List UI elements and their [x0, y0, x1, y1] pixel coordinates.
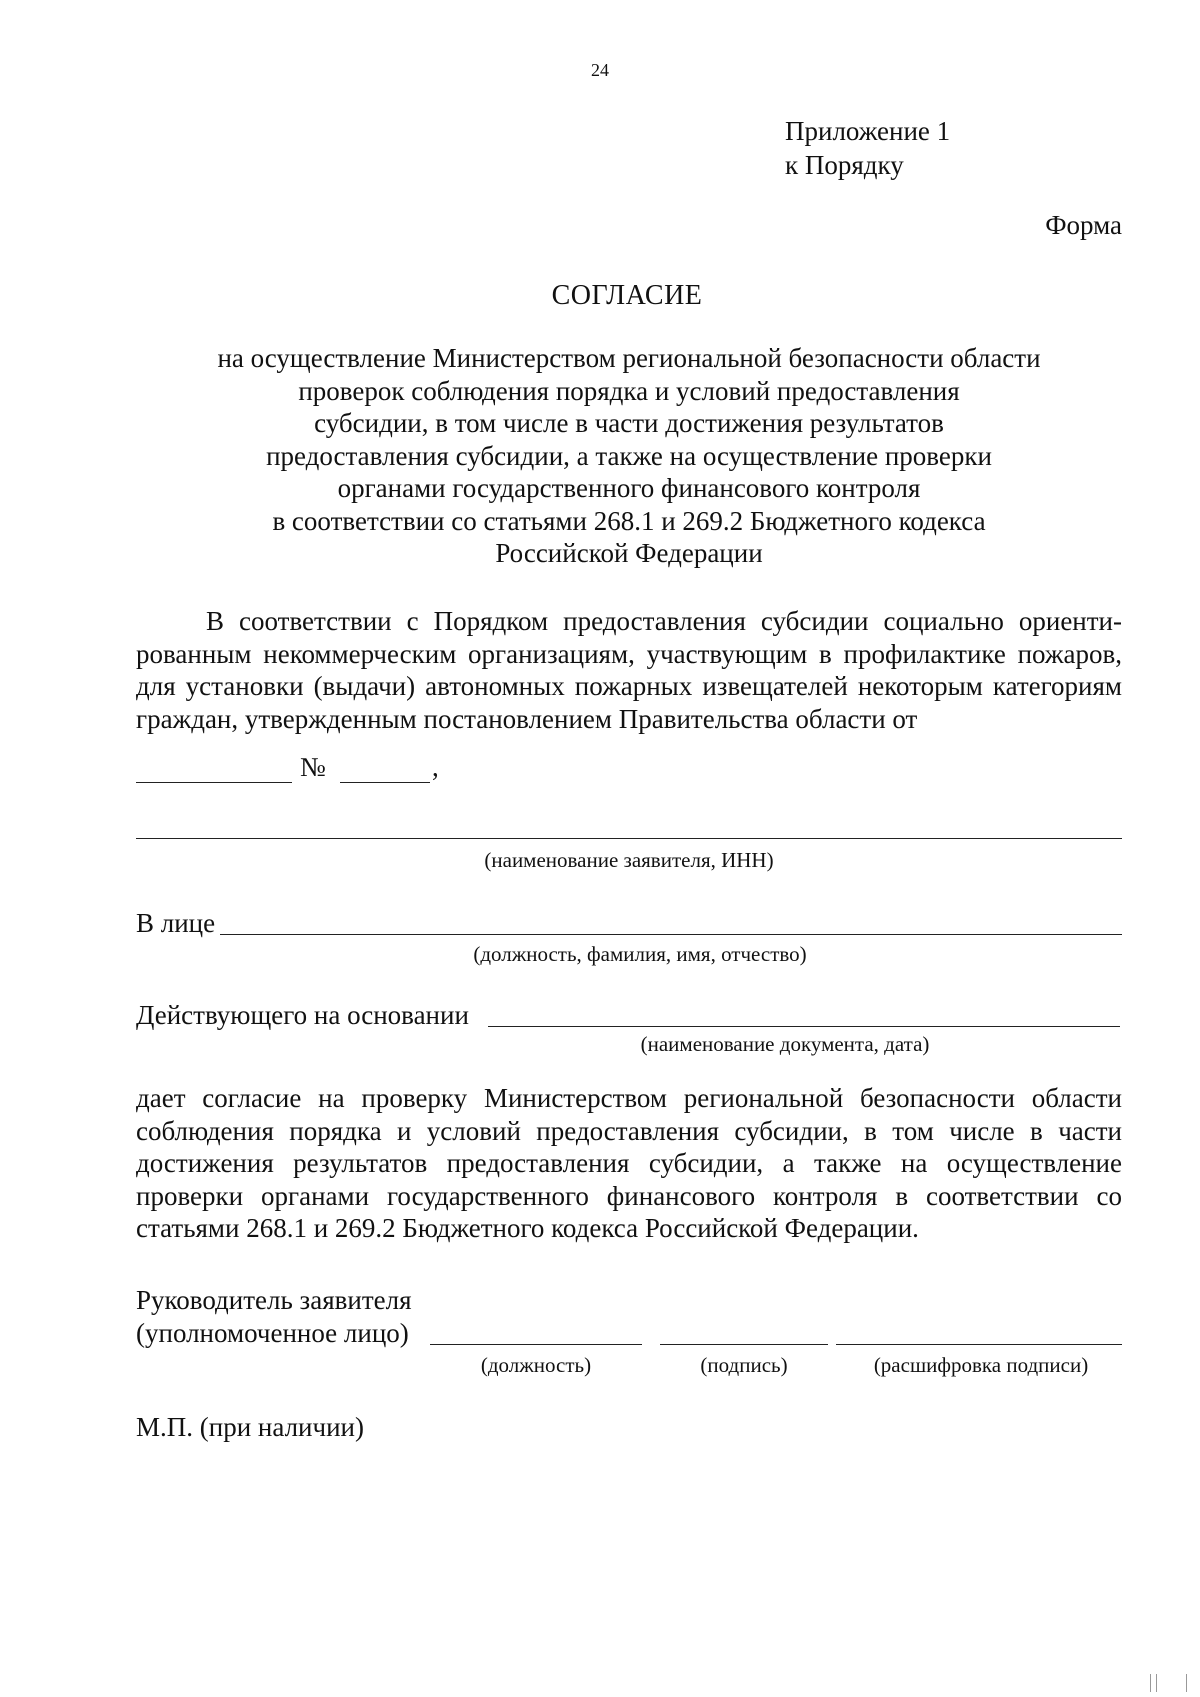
intro-paragraph: В соответствии с Порядком предоставления субсидии социально ориентированным некоммерческим организациям, участвующим в профилактике пожаров, для установки (выдачи) автономных пожарных извещателей некоторым категориям граждан, утвержденным постановлением Правительства области от	[136, 606, 1122, 734]
stamp-note: М.П. (при наличии)	[136, 1412, 364, 1442]
subtitle-line: субсидии, в том числе в части достижения результатов	[314, 408, 944, 438]
signature-caption: (подпись)	[700, 1353, 788, 1377]
appendix-reference	[785, 114, 950, 182]
applicant-name-line[interactable]	[136, 838, 1122, 839]
signer-label	[136, 1284, 412, 1350]
appendix-line-1: Приложение 1	[785, 116, 951, 146]
subtitle-line: органами государственного финансового контроля	[337, 473, 921, 503]
trailing-comma: ,	[432, 752, 439, 782]
subtitle-line: Российской Федерации	[495, 538, 763, 568]
signer-line-1: Руководитель заявителя	[136, 1285, 412, 1315]
number-blank-line[interactable]	[340, 782, 430, 783]
applicant-caption: (наименование заявителя, ИНН)	[484, 848, 774, 872]
signature-line[interactable]	[660, 1344, 828, 1345]
form-label: Форма	[1045, 210, 1122, 240]
date-blank-line[interactable]	[136, 782, 292, 783]
acting-basis-label: Действующего на основании	[136, 1000, 469, 1030]
scan-artifact	[1150, 1674, 1151, 1692]
represented-by-label: В лице	[136, 908, 216, 938]
scan-artifact	[1156, 1674, 1157, 1692]
represented-by-caption: (должность, фамилия, имя, отчество)	[473, 942, 807, 966]
number-sign: №	[300, 752, 326, 782]
position-caption: (должность)	[480, 1353, 592, 1377]
represented-by-line[interactable]	[220, 934, 1122, 935]
acting-basis-line[interactable]	[488, 1026, 1120, 1027]
acting-basis-caption: (наименование документа, дата)	[640, 1032, 930, 1056]
scan-artifact	[1186, 1674, 1187, 1692]
document-subtitle	[120, 342, 1138, 570]
appendix-line-2: к Порядку	[785, 150, 904, 180]
decoding-caption: (расшифровка подписи)	[873, 1353, 1089, 1377]
page-number: 24	[591, 60, 609, 80]
subtitle-line: на осуществление Министерством региональной безопасности области	[217, 343, 1041, 373]
subtitle-line: предоставления субсидии, а также на осуществление проверки	[266, 440, 992, 471]
signature-decoding-line[interactable]	[836, 1344, 1122, 1345]
position-signature-line[interactable]	[430, 1344, 642, 1345]
document-title: СОГЛАСИЕ	[551, 280, 703, 311]
subtitle-line: в соответствии со статьями 268.1 и 269.2 Бюджетного кодекса	[272, 505, 986, 536]
consent-paragraph: дает согласие на проверку Министерством региональной безопасности области соблюдения порядка и условий предоставления субсидии, в том числе в части достижения результатов предоставления субсидии, а также на осуществление проверки органами государственного финансового контроля в соответствии со статьями 268.1 и 269.2 Бюджетного кодекса Российской Федерации.	[136, 1083, 1122, 1243]
signer-line-2: (уполномоченное лицо)	[136, 1318, 409, 1348]
subtitle-line: проверок соблюдения порядка и условий предоставления	[298, 375, 960, 406]
